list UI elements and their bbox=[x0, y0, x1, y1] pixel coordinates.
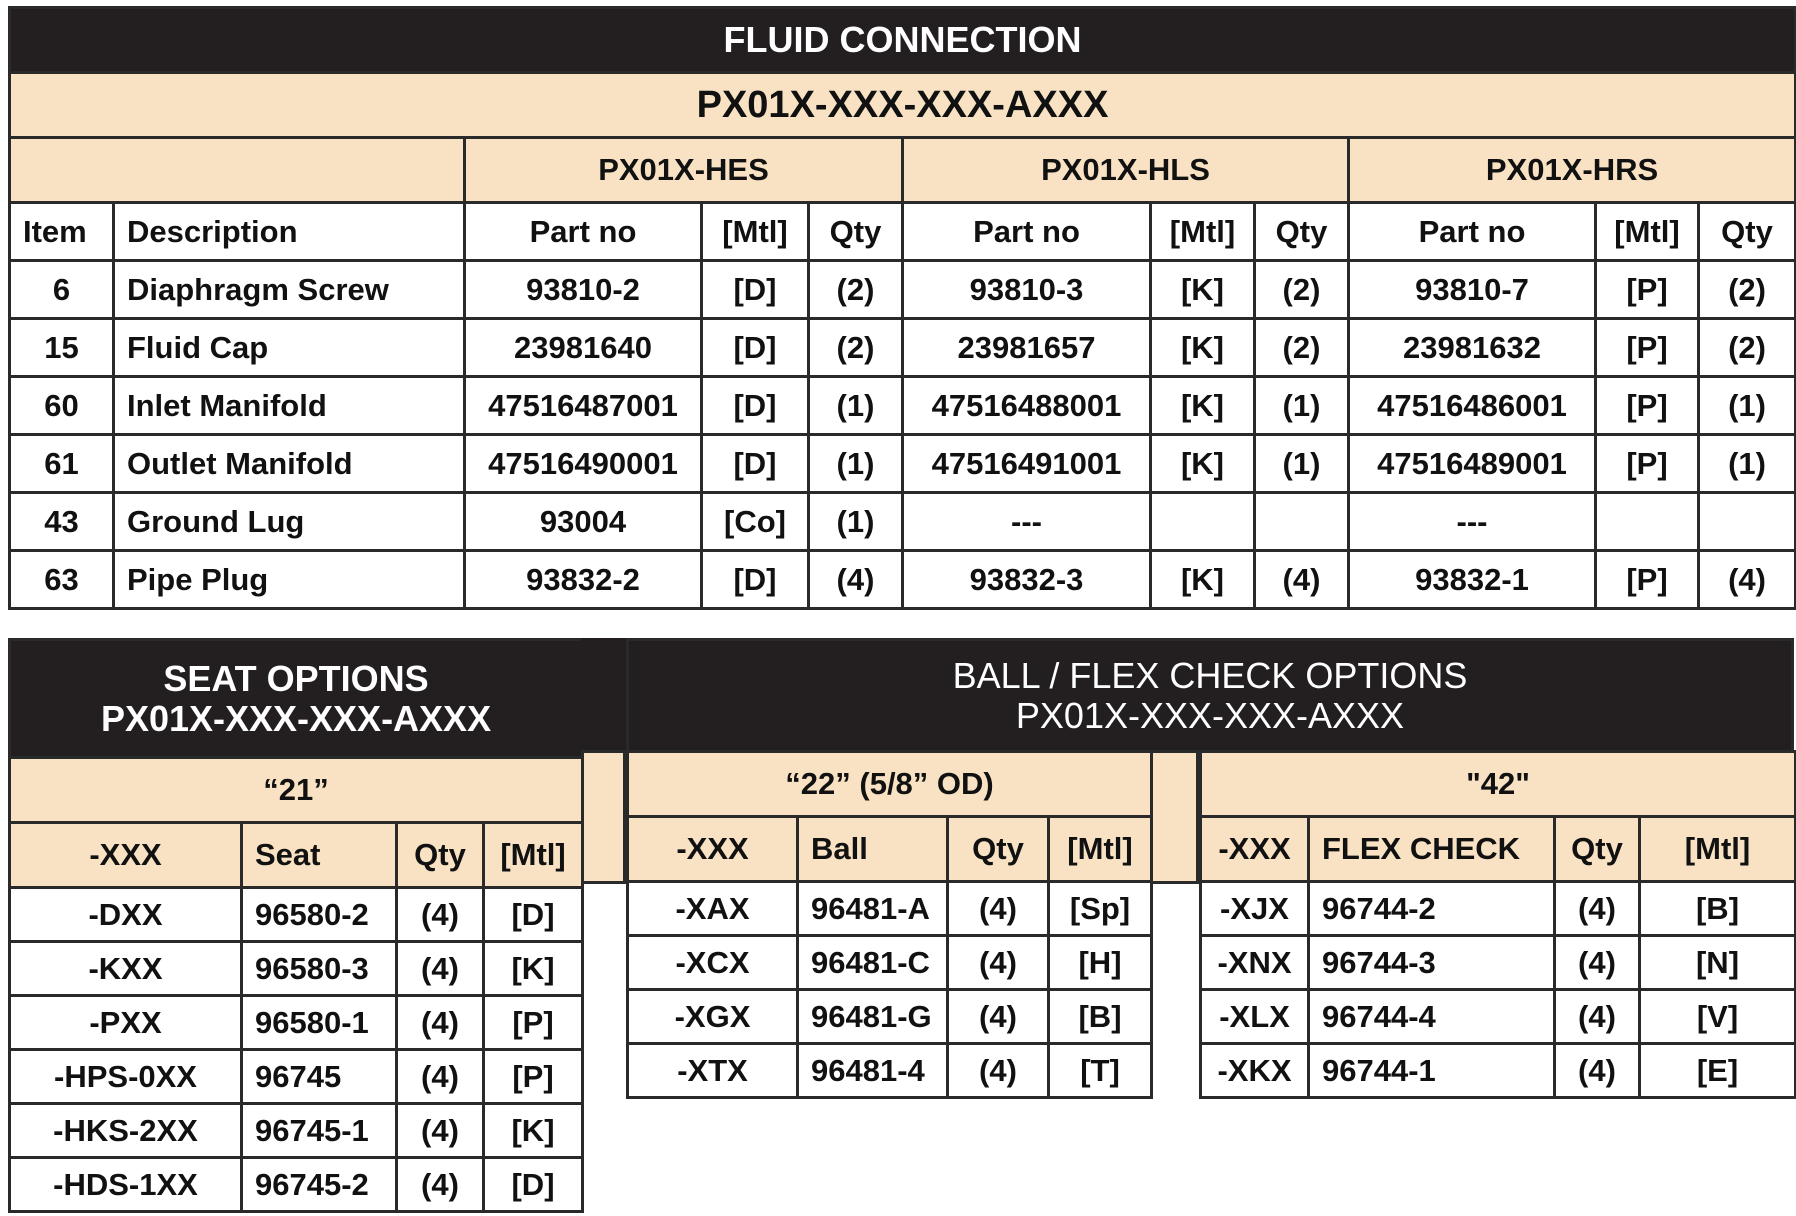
column-header: Item bbox=[10, 203, 114, 261]
table-cell: (1) bbox=[809, 435, 903, 493]
column-header: -XXX bbox=[628, 817, 798, 882]
table-row bbox=[10, 319, 1796, 377]
table-cell: 93810-7 bbox=[1349, 261, 1596, 319]
table-cell: (4) bbox=[397, 942, 484, 996]
table-cell: [H] bbox=[1049, 936, 1152, 990]
table-cell: (4) bbox=[397, 1050, 484, 1104]
group-header-hrs: PX01X-HRS bbox=[1349, 138, 1796, 203]
table-cell: Fluid Cap bbox=[114, 319, 465, 377]
table-cell: --- bbox=[1349, 493, 1596, 551]
table-cell: 96580-2 bbox=[242, 888, 397, 942]
table-cell: --- bbox=[903, 493, 1151, 551]
table-row bbox=[628, 882, 1152, 936]
table-cell: (4) bbox=[397, 996, 484, 1050]
table-cell bbox=[1151, 493, 1255, 551]
fluid-connection-title: FLUID CONNECTION bbox=[10, 8, 1796, 73]
table-cell: 96481-G bbox=[798, 990, 948, 1044]
table-row bbox=[1201, 882, 1796, 936]
table-cell: -HDS-1XX bbox=[10, 1158, 242, 1212]
fluid-connection-table bbox=[8, 6, 1796, 610]
table-cell: Inlet Manifold bbox=[114, 377, 465, 435]
table-cell: 96744-3 bbox=[1309, 936, 1555, 990]
table-cell: 63 bbox=[10, 551, 114, 609]
column-header: Part no bbox=[465, 203, 702, 261]
column-header: [Mtl] bbox=[1596, 203, 1699, 261]
table-cell: -HPS-0XX bbox=[10, 1050, 242, 1104]
table-cell: (1) bbox=[1699, 435, 1796, 493]
table-cell: (2) bbox=[1255, 261, 1349, 319]
table-cell: -DXX bbox=[10, 888, 242, 942]
table-cell: (4) bbox=[948, 990, 1049, 1044]
seat-options-title: SEAT OPTIONS bbox=[163, 657, 429, 699]
fluid-connection-code: PX01X-XXX-XXX-AXXX bbox=[10, 73, 1796, 138]
column-header: Qty bbox=[1699, 203, 1796, 261]
table-cell: -XGX bbox=[628, 990, 798, 1044]
table-cell: 96481-A bbox=[798, 882, 948, 936]
table-row bbox=[10, 493, 1796, 551]
table-cell: [P] bbox=[1596, 551, 1699, 609]
seat-group-header: “21” bbox=[10, 758, 583, 823]
table-cell: 96745 bbox=[242, 1050, 397, 1104]
table-cell: [P] bbox=[1596, 319, 1699, 377]
table-cell bbox=[1255, 493, 1349, 551]
table-cell: 43 bbox=[10, 493, 114, 551]
table-cell: [E] bbox=[1640, 1044, 1796, 1098]
table-cell: (1) bbox=[1255, 377, 1349, 435]
table-cell: [K] bbox=[1151, 377, 1255, 435]
table-cell: (4) bbox=[1555, 990, 1640, 1044]
column-header: -XXX bbox=[1201, 817, 1309, 882]
table-row bbox=[10, 1050, 583, 1104]
table-cell: (4) bbox=[1555, 882, 1640, 936]
table-cell: Ground Lug bbox=[114, 493, 465, 551]
table-cell: 47516486001 bbox=[1349, 377, 1596, 435]
table-cell: -XJX bbox=[1201, 882, 1309, 936]
ball-flex-options-title: BALL / FLEX CHECK OPTIONS bbox=[952, 654, 1468, 696]
table-cell: 96744-4 bbox=[1309, 990, 1555, 1044]
group-header-hes: PX01X-HES bbox=[465, 138, 903, 203]
table-cell: [D] bbox=[484, 1158, 583, 1212]
table-cell: (4) bbox=[1555, 936, 1640, 990]
column-header: Qty bbox=[1255, 203, 1349, 261]
table-cell: 47516488001 bbox=[903, 377, 1151, 435]
ball-group-header: “22” (5/8” OD) bbox=[628, 752, 1152, 817]
table-cell: (1) bbox=[809, 493, 903, 551]
table-cell: [B] bbox=[1640, 882, 1796, 936]
table-cell: (4) bbox=[948, 882, 1049, 936]
table-row bbox=[10, 1158, 583, 1212]
table-row bbox=[628, 1044, 1152, 1098]
table-cell: 93810-3 bbox=[903, 261, 1151, 319]
table-cell bbox=[1596, 493, 1699, 551]
table-cell: 15 bbox=[10, 319, 114, 377]
table-row bbox=[1201, 936, 1796, 990]
table-row bbox=[10, 1104, 583, 1158]
table-cell: -XAX bbox=[628, 882, 798, 936]
table-cell: 96744-1 bbox=[1309, 1044, 1555, 1098]
header-gap-block bbox=[581, 638, 626, 753]
table-cell: [T] bbox=[1049, 1044, 1152, 1098]
table-cell: 93832-3 bbox=[903, 551, 1151, 609]
seat-options-code bbox=[11, 699, 581, 739]
table-cell: -XCX bbox=[628, 936, 798, 990]
table-cell: [P] bbox=[1596, 377, 1699, 435]
table-row bbox=[10, 377, 1796, 435]
table-cell: 23981632 bbox=[1349, 319, 1596, 377]
table-cell: (2) bbox=[1699, 319, 1796, 377]
table-cell: [K] bbox=[1151, 551, 1255, 609]
table-cell: (4) bbox=[397, 1158, 484, 1212]
table-row bbox=[10, 551, 1796, 609]
ball-flex-options-header bbox=[626, 638, 1794, 753]
table-cell: 61 bbox=[10, 435, 114, 493]
table-cell: [P] bbox=[1596, 435, 1699, 493]
table-cell: -XNX bbox=[1201, 936, 1309, 990]
group-spacer bbox=[10, 138, 465, 203]
table-cell: 47516490001 bbox=[465, 435, 702, 493]
table-cell: [P] bbox=[484, 996, 583, 1050]
tan-gap-strip-left bbox=[581, 750, 626, 884]
table-cell: -PXX bbox=[10, 996, 242, 1050]
table-row bbox=[1201, 990, 1796, 1044]
seat-column-header-row bbox=[10, 823, 583, 888]
column-header: [Mtl] bbox=[1640, 817, 1796, 882]
table-cell: (4) bbox=[397, 1104, 484, 1158]
table-cell: [B] bbox=[1049, 990, 1152, 1044]
table-cell: 96481-4 bbox=[798, 1044, 948, 1098]
table-cell: (4) bbox=[1699, 551, 1796, 609]
table-cell: 23981640 bbox=[465, 319, 702, 377]
group-header-hls: PX01X-HLS bbox=[903, 138, 1349, 203]
table-cell: 93832-2 bbox=[465, 551, 702, 609]
column-header: Qty bbox=[397, 823, 484, 888]
table-cell: 47516489001 bbox=[1349, 435, 1596, 493]
flex-group-header: "42" bbox=[1201, 752, 1796, 817]
table-row bbox=[10, 942, 583, 996]
table-row bbox=[10, 888, 583, 942]
column-header: Qty bbox=[1555, 817, 1640, 882]
table-cell: 96745-2 bbox=[242, 1158, 397, 1212]
seat-options-table bbox=[8, 638, 584, 1213]
table-cell: (4) bbox=[1555, 1044, 1640, 1098]
ball-options-table bbox=[626, 750, 1153, 1099]
table-cell: 47516491001 bbox=[903, 435, 1151, 493]
ball-column-header-row bbox=[628, 817, 1152, 882]
column-header: FLEX CHECK bbox=[1309, 817, 1555, 882]
table-cell: [K] bbox=[484, 1104, 583, 1158]
table-cell: (1) bbox=[1255, 435, 1349, 493]
table-cell: 93810-2 bbox=[465, 261, 702, 319]
table-cell: [K] bbox=[1151, 261, 1255, 319]
column-header: Description bbox=[114, 203, 465, 261]
column-header: Part no bbox=[903, 203, 1151, 261]
table-cell: (2) bbox=[1699, 261, 1796, 319]
table-cell: 93004 bbox=[465, 493, 702, 551]
table-cell: (4) bbox=[948, 1044, 1049, 1098]
column-header: Ball bbox=[798, 817, 948, 882]
table-cell: [P] bbox=[1596, 261, 1699, 319]
table-cell: [V] bbox=[1640, 990, 1796, 1044]
table-cell: [D] bbox=[702, 551, 809, 609]
table-cell: (4) bbox=[397, 888, 484, 942]
table-cell: Pipe Plug bbox=[114, 551, 465, 609]
table-cell: -HKS-2XX bbox=[10, 1104, 242, 1158]
column-header: Part no bbox=[1349, 203, 1596, 261]
table-cell: [K] bbox=[1151, 319, 1255, 377]
table-cell: Outlet Manifold bbox=[114, 435, 465, 493]
table-cell: Diaphragm Screw bbox=[114, 261, 465, 319]
table-cell: [D] bbox=[702, 435, 809, 493]
table-cell: (2) bbox=[809, 319, 903, 377]
column-header: [Mtl] bbox=[1049, 817, 1152, 882]
table-cell: [K] bbox=[484, 942, 583, 996]
table-cell: 96744-2 bbox=[1309, 882, 1555, 936]
table-cell: 93832-1 bbox=[1349, 551, 1596, 609]
table-cell: [Co] bbox=[702, 493, 809, 551]
table-cell: (1) bbox=[809, 377, 903, 435]
table-row bbox=[1201, 1044, 1796, 1098]
flex-column-header-row bbox=[1201, 817, 1796, 882]
column-header: Seat bbox=[242, 823, 397, 888]
tan-gap-strip-right bbox=[1150, 750, 1199, 884]
table-cell: (4) bbox=[809, 551, 903, 609]
table-cell: 96481-C bbox=[798, 936, 948, 990]
table-cell: 60 bbox=[10, 377, 114, 435]
table-cell: [D] bbox=[702, 377, 809, 435]
table-cell: -KXX bbox=[10, 942, 242, 996]
table-row bbox=[628, 936, 1152, 990]
table-cell: 96580-1 bbox=[242, 996, 397, 1050]
column-header: -XXX bbox=[10, 823, 242, 888]
table-cell: [P] bbox=[484, 1050, 583, 1104]
column-header: [Mtl] bbox=[1151, 203, 1255, 261]
column-header: Qty bbox=[809, 203, 903, 261]
table-cell: 23981657 bbox=[903, 319, 1151, 377]
table-cell: (2) bbox=[1255, 319, 1349, 377]
table-cell: 47516487001 bbox=[465, 377, 702, 435]
column-header: Qty bbox=[948, 817, 1049, 882]
table-cell: 6 bbox=[10, 261, 114, 319]
table-cell: [D] bbox=[702, 319, 809, 377]
seat-options-header bbox=[10, 640, 583, 758]
table-cell: [D] bbox=[702, 261, 809, 319]
table-cell: -XTX bbox=[628, 1044, 798, 1098]
table-cell: [K] bbox=[1151, 435, 1255, 493]
table-row bbox=[10, 435, 1796, 493]
ball-flex-options-code: PX01X-XXX-XXX-AXXX bbox=[1015, 694, 1405, 736]
table-cell: 96580-3 bbox=[242, 942, 397, 996]
table-row bbox=[628, 990, 1152, 1044]
table-cell bbox=[1699, 493, 1796, 551]
table-cell: (4) bbox=[948, 936, 1049, 990]
table-cell: (2) bbox=[809, 261, 903, 319]
table-cell: (4) bbox=[1255, 551, 1349, 609]
column-header: [Mtl] bbox=[702, 203, 809, 261]
table-cell: 96745-1 bbox=[242, 1104, 397, 1158]
table-row bbox=[10, 261, 1796, 319]
column-header-row bbox=[10, 203, 1796, 261]
table-cell: [D] bbox=[484, 888, 583, 942]
column-header: [Mtl] bbox=[484, 823, 583, 888]
table-row bbox=[10, 996, 583, 1050]
flex-check-options-table bbox=[1199, 750, 1796, 1099]
table-cell: [N] bbox=[1640, 936, 1796, 990]
table-cell: -XLX bbox=[1201, 990, 1309, 1044]
seat-code-text: PX01X-XXX-XXX-AXXX bbox=[100, 697, 492, 739]
table-cell: [Sp] bbox=[1049, 882, 1152, 936]
table-cell: -XKX bbox=[1201, 1044, 1309, 1098]
table-cell: (1) bbox=[1699, 377, 1796, 435]
